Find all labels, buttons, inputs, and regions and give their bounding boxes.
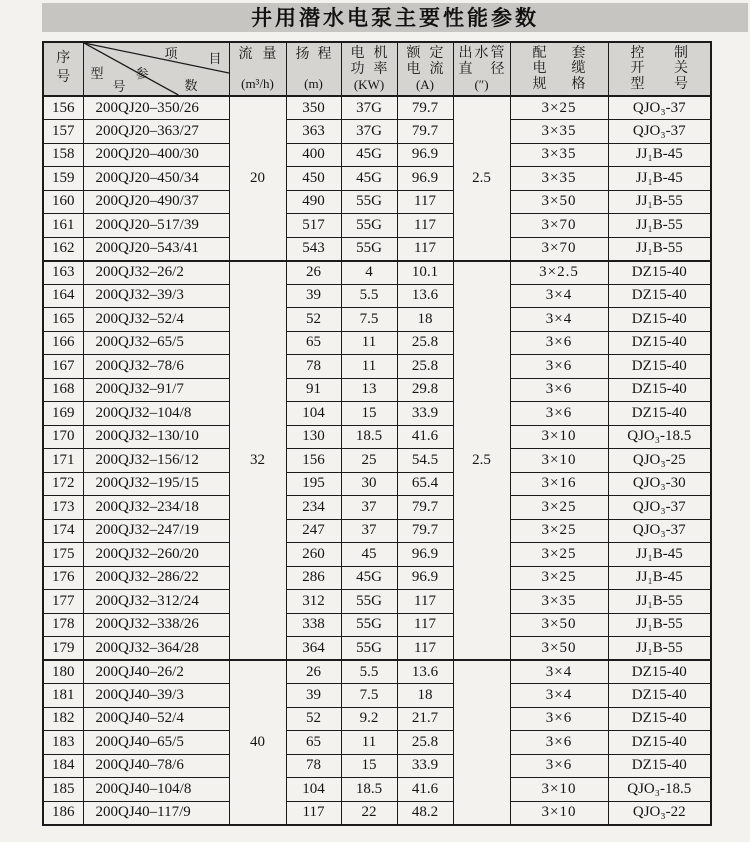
cell-model: 200QJ32–65/5 (83, 331, 229, 355)
cell-seq: 179 (43, 637, 83, 661)
header-diag-item-char2: 目 (208, 51, 222, 66)
cell-switch: DZ15-40 (608, 261, 711, 285)
header-head-unit: (m) (304, 75, 323, 91)
cell-model: 200QJ32–104/8 (83, 402, 229, 426)
cell-diameter-merged: 2.5 (453, 96, 510, 261)
cell-switch: QJO₃-18.5 (608, 425, 711, 449)
cell-cable: 3×25 (510, 96, 608, 120)
cell-model: 200QJ32–26/2 (83, 261, 229, 285)
cell-switch: QJO₃-37 (608, 519, 711, 543)
cell-head: 52 (286, 308, 341, 332)
cell-current: 41.6 (397, 425, 453, 449)
cell-model: 200QJ40–26/2 (83, 660, 229, 684)
cell-model: 200QJ32–286/22 (83, 566, 229, 590)
header-diag-item-char1: 项 (164, 46, 178, 61)
header-flow-unit: (m³/h) (241, 75, 274, 91)
cell-power: 55G (341, 637, 397, 661)
cell-head: 312 (286, 590, 341, 614)
cell-current: 13.6 (397, 660, 453, 684)
header-diag-model-char2: 号 (112, 79, 126, 94)
table-row (43, 237, 711, 261)
cell-head: 260 (286, 543, 341, 567)
cell-power: 13 (341, 378, 397, 402)
header-diameter (453, 42, 510, 96)
cell-cable: 3×16 (510, 472, 608, 496)
table-row (43, 496, 711, 520)
cell-cable: 3×35 (510, 143, 608, 167)
cell-switch: DZ15-40 (608, 754, 711, 778)
cell-model: 200QJ32–195/15 (83, 472, 229, 496)
cell-current: 79.7 (397, 120, 453, 144)
cell-switch: DZ15-40 (608, 308, 711, 332)
cell-current: 33.9 (397, 402, 453, 426)
header-switch-label1: 控制 (630, 46, 688, 61)
cell-model: 200QJ32–78/6 (83, 355, 229, 379)
cell-switch: DZ15-40 (608, 355, 711, 379)
cell-head: 65 (286, 731, 341, 755)
table-row (43, 754, 711, 778)
cell-seq: 160 (43, 190, 83, 214)
cell-switch: JJ₁B-55 (608, 613, 711, 637)
cell-model: 200QJ32–260/20 (83, 543, 229, 567)
cell-seq: 159 (43, 167, 83, 191)
cell-current: 18 (397, 684, 453, 708)
cell-power: 5.5 (341, 284, 397, 308)
header-diag-model-char1: 型 (90, 66, 104, 81)
table-row (43, 190, 711, 214)
cell-seq: 164 (43, 284, 83, 308)
cell-power: 18.5 (341, 778, 397, 802)
table-row (43, 284, 711, 308)
cell-current: 79.7 (397, 519, 453, 543)
cell-cable: 3×25 (510, 543, 608, 567)
cell-head: 543 (286, 237, 341, 261)
cell-head: 363 (286, 120, 341, 144)
cell-head: 39 (286, 284, 341, 308)
cell-seq: 157 (43, 120, 83, 144)
cell-current: 117 (397, 613, 453, 637)
table-row (43, 425, 711, 449)
cell-cable: 3×6 (510, 402, 608, 426)
cell-seq: 181 (43, 684, 83, 708)
header-power (341, 42, 397, 96)
pump-spec-table (42, 41, 712, 826)
header-seq (43, 42, 83, 96)
cell-current: 25.8 (397, 731, 453, 755)
header-flow (229, 42, 286, 96)
table-row (43, 331, 711, 355)
table-row (43, 707, 711, 731)
cell-current: 10.1 (397, 261, 453, 285)
header-flow-label: 流量 (238, 47, 277, 62)
table-row (43, 801, 711, 825)
cell-cable: 3×6 (510, 331, 608, 355)
table-row (43, 778, 711, 802)
cell-cable: 3×50 (510, 190, 608, 214)
cell-switch: JJ₁B-45 (608, 167, 711, 191)
cell-head: 104 (286, 778, 341, 802)
cell-model: 200QJ40–65/5 (83, 731, 229, 755)
cell-head: 52 (286, 707, 341, 731)
cell-switch: DZ15-40 (608, 684, 711, 708)
cell-power: 55G (341, 190, 397, 214)
table-row (43, 167, 711, 191)
cell-cable: 3×10 (510, 425, 608, 449)
cell-cable: 3×4 (510, 684, 608, 708)
cell-power: 55G (341, 590, 397, 614)
header-cable-label3: 规格 (532, 76, 586, 92)
table-row (43, 214, 711, 238)
cell-current: 96.9 (397, 143, 453, 167)
table-row (43, 261, 711, 285)
cell-seq: 173 (43, 496, 83, 520)
header-diag-param-char1: 参 (135, 66, 149, 81)
cell-seq: 180 (43, 660, 83, 684)
header-cable (510, 42, 608, 96)
cell-current: 79.7 (397, 96, 453, 120)
cell-model: 200QJ20–400/30 (83, 143, 229, 167)
cell-current: 48.2 (397, 801, 453, 825)
cell-model: 200QJ40–52/4 (83, 707, 229, 731)
table-row (43, 519, 711, 543)
cell-flow-merged: 20 (229, 96, 286, 261)
cell-model: 200QJ20–350/26 (83, 96, 229, 120)
cell-head: 39 (286, 684, 341, 708)
cell-power: 45 (341, 543, 397, 567)
cell-power: 37G (341, 96, 397, 120)
cell-cable: 3×10 (510, 801, 608, 825)
cell-seq: 158 (43, 143, 83, 167)
cell-seq: 171 (43, 449, 83, 473)
table-row (43, 355, 711, 379)
cell-cable: 3×4 (510, 660, 608, 684)
cell-model: 200QJ32–91/7 (83, 378, 229, 402)
cell-head: 156 (286, 449, 341, 473)
header-head-label: 扬程 (295, 47, 332, 62)
cell-switch: JJ₁B-45 (608, 543, 711, 567)
cell-cable: 3×35 (510, 167, 608, 191)
cell-model: 200QJ40–117/9 (83, 801, 229, 825)
cell-power: 18.5 (341, 425, 397, 449)
cell-head: 26 (286, 660, 341, 684)
cell-power: 37 (341, 519, 397, 543)
cell-flow-merged: 32 (229, 261, 286, 661)
header-diameter-label2: 直径 (458, 61, 505, 77)
table-row (43, 566, 711, 590)
cell-cable: 3×35 (510, 120, 608, 144)
table-row (43, 449, 711, 473)
cell-cable: 3×70 (510, 214, 608, 238)
cell-head: 517 (286, 214, 341, 238)
cell-switch: JJ₁B-55 (608, 637, 711, 661)
cell-power: 45G (341, 143, 397, 167)
cell-current: 18 (397, 308, 453, 332)
cell-current: 117 (397, 237, 453, 261)
cell-current: 96.9 (397, 167, 453, 191)
cell-switch: QJO₃-18.5 (608, 778, 711, 802)
cell-model: 200QJ20–490/37 (83, 190, 229, 214)
cell-seq: 186 (43, 801, 83, 825)
cell-head: 78 (286, 355, 341, 379)
cell-model: 200QJ32–234/18 (83, 496, 229, 520)
cell-head: 286 (286, 566, 341, 590)
cell-power: 9.2 (341, 707, 397, 731)
cell-seq: 156 (43, 96, 83, 120)
diagonal-divider-lines (84, 43, 229, 95)
cell-switch: JJ₁B-55 (608, 590, 711, 614)
cell-switch: JJ₁B-55 (608, 214, 711, 238)
cell-head: 490 (286, 190, 341, 214)
cell-seq: 168 (43, 378, 83, 402)
cell-seq: 167 (43, 355, 83, 379)
table-row (43, 402, 711, 426)
cell-head: 195 (286, 472, 341, 496)
cell-seq: 176 (43, 566, 83, 590)
cell-power: 25 (341, 449, 397, 473)
cell-head: 117 (286, 801, 341, 825)
cell-diameter-merged (453, 660, 510, 825)
cell-power: 45G (341, 167, 397, 191)
header-current-unit: (A) (415, 76, 435, 92)
cell-seq: 184 (43, 754, 83, 778)
cell-current: 96.9 (397, 543, 453, 567)
cell-model: 200QJ20–543/41 (83, 237, 229, 261)
cell-model: 200QJ32–156/12 (83, 449, 229, 473)
cell-switch: QJO₃-37 (608, 120, 711, 144)
cell-head: 65 (286, 331, 341, 355)
cell-current: 79.7 (397, 496, 453, 520)
cell-seq: 183 (43, 731, 83, 755)
cell-flow-merged: 40 (229, 660, 286, 825)
table-row (43, 590, 711, 614)
cell-power: 15 (341, 402, 397, 426)
cell-cable: 3×25 (510, 566, 608, 590)
cell-switch: DZ15-40 (608, 660, 711, 684)
header-power-unit: (KW) (353, 76, 385, 92)
cell-model: 200QJ20–450/34 (83, 167, 229, 191)
page-title: 井用潜水电泵主要性能参数 (42, 3, 748, 32)
cell-power: 37G (341, 120, 397, 144)
cell-switch: DZ15-40 (608, 402, 711, 426)
cell-switch: JJ₁B-55 (608, 190, 711, 214)
header-power-label2: 功率 (350, 61, 388, 77)
cell-seq: 185 (43, 778, 83, 802)
cell-cable: 3×50 (510, 613, 608, 637)
cell-power: 7.5 (341, 684, 397, 708)
cell-seq: 172 (43, 472, 83, 496)
header-power-label1: 电机 (350, 46, 388, 61)
cell-seq: 165 (43, 308, 83, 332)
cell-switch: QJO₃-22 (608, 801, 711, 825)
cell-switch: DZ15-40 (608, 707, 711, 731)
cell-diameter-merged: 2.5 (453, 261, 510, 661)
cell-head: 400 (286, 143, 341, 167)
cell-current: 117 (397, 214, 453, 238)
cell-cable: 3×4 (510, 284, 608, 308)
cell-seq: 178 (43, 613, 83, 637)
cell-head: 130 (286, 425, 341, 449)
cell-current: 117 (397, 590, 453, 614)
cell-model: 200QJ32–130/10 (83, 425, 229, 449)
cell-head: 450 (286, 167, 341, 191)
header-seq-line2: 号 (56, 70, 71, 86)
cell-model: 200QJ32–338/26 (83, 613, 229, 637)
cell-cable: 3×6 (510, 707, 608, 731)
header-diag-param-char2: 数 (184, 78, 198, 93)
cell-head: 234 (286, 496, 341, 520)
cell-current: 54.5 (397, 449, 453, 473)
cell-head: 338 (286, 613, 341, 637)
cell-cable: 3×50 (510, 637, 608, 661)
cell-power: 11 (341, 355, 397, 379)
cell-head: 350 (286, 96, 341, 120)
header-seq-line1: 序 (56, 51, 71, 67)
table-row (43, 120, 711, 144)
header-model-diagonal (83, 42, 229, 96)
cell-model: 200QJ32–52/4 (83, 308, 229, 332)
header-switch (608, 42, 711, 96)
cell-switch: QJO₃-37 (608, 496, 711, 520)
cell-current: 21.7 (397, 707, 453, 731)
cell-head: 78 (286, 754, 341, 778)
cell-current: 117 (397, 637, 453, 661)
cell-seq: 174 (43, 519, 83, 543)
table-header (43, 42, 711, 96)
cell-cable: 3×4 (510, 308, 608, 332)
cell-cable: 3×6 (510, 378, 608, 402)
table-row (43, 96, 711, 120)
cell-cable: 3×2.5 (510, 261, 608, 285)
cell-cable: 3×10 (510, 449, 608, 473)
table-row (43, 660, 711, 684)
cell-head: 104 (286, 402, 341, 426)
cell-power: 55G (341, 237, 397, 261)
table-row (43, 613, 711, 637)
cell-power: 45G (341, 566, 397, 590)
cell-power: 55G (341, 214, 397, 238)
header-current-label2: 电流 (406, 61, 444, 77)
cell-switch: DZ15-40 (608, 731, 711, 755)
cell-seq: 163 (43, 261, 83, 285)
table-row (43, 684, 711, 708)
cell-model: 200QJ40–78/6 (83, 754, 229, 778)
cell-current: 25.8 (397, 355, 453, 379)
cell-power: 4 (341, 261, 397, 285)
cell-cable: 3×6 (510, 754, 608, 778)
cell-model: 200QJ40–104/8 (83, 778, 229, 802)
cell-head: 26 (286, 261, 341, 285)
cell-seq: 170 (43, 425, 83, 449)
cell-switch: JJ₁B-55 (608, 237, 711, 261)
cell-switch: QJO₃-30 (608, 472, 711, 496)
cell-head: 364 (286, 637, 341, 661)
table-row (43, 472, 711, 496)
cell-current: 117 (397, 190, 453, 214)
cell-seq: 162 (43, 237, 83, 261)
header-row (43, 42, 711, 96)
header-current (397, 42, 453, 96)
header-cable-label1: 配套 (532, 46, 586, 61)
cell-power: 11 (341, 731, 397, 755)
cell-current: 33.9 (397, 754, 453, 778)
cell-switch: DZ15-40 (608, 378, 711, 402)
cell-cable: 3×35 (510, 590, 608, 614)
table-body (43, 96, 711, 825)
cell-power: 5.5 (341, 660, 397, 684)
cell-switch: JJ₁B-45 (608, 143, 711, 167)
table-row (43, 143, 711, 167)
table-row (43, 378, 711, 402)
cell-model: 200QJ32–364/28 (83, 637, 229, 661)
cell-seq: 175 (43, 543, 83, 567)
cell-current: 65.4 (397, 472, 453, 496)
cell-seq: 177 (43, 590, 83, 614)
cell-cable: 3×70 (510, 237, 608, 261)
cell-current: 29.8 (397, 378, 453, 402)
cell-power: 15 (341, 754, 397, 778)
cell-seq: 161 (43, 214, 83, 238)
header-current-label1: 额定 (406, 46, 444, 61)
header-diameter-unit: (″) (474, 76, 489, 92)
cell-switch: QJO₃-37 (608, 96, 711, 120)
cell-power: 37 (341, 496, 397, 520)
cell-model: 200QJ20–363/27 (83, 120, 229, 144)
cell-model: 200QJ20–517/39 (83, 214, 229, 238)
cell-power: 7.5 (341, 308, 397, 332)
cell-cable: 3×6 (510, 731, 608, 755)
cell-current: 25.8 (397, 331, 453, 355)
cell-power: 11 (341, 331, 397, 355)
header-cable-label2: 电缆 (532, 61, 586, 77)
header-switch-label2: 开关 (630, 61, 688, 77)
header-diameter-label1: 出水管 (458, 46, 505, 61)
cell-power: 55G (341, 613, 397, 637)
cell-cable: 3×25 (510, 496, 608, 520)
cell-current: 41.6 (397, 778, 453, 802)
cell-cable: 3×10 (510, 778, 608, 802)
cell-model: 200QJ32–39/3 (83, 284, 229, 308)
cell-switch: DZ15-40 (608, 331, 711, 355)
header-switch-label3: 型号 (630, 76, 688, 92)
cell-switch: JJ₁B-45 (608, 566, 711, 590)
cell-power: 30 (341, 472, 397, 496)
table-row (43, 731, 711, 755)
cell-seq: 166 (43, 331, 83, 355)
cell-cable: 3×6 (510, 355, 608, 379)
cell-head: 91 (286, 378, 341, 402)
cell-switch: QJO₃-25 (608, 449, 711, 473)
cell-current: 96.9 (397, 566, 453, 590)
cell-seq: 182 (43, 707, 83, 731)
cell-current: 13.6 (397, 284, 453, 308)
cell-power: 22 (341, 801, 397, 825)
cell-model: 200QJ32–312/24 (83, 590, 229, 614)
cell-switch: DZ15-40 (608, 284, 711, 308)
cell-seq: 169 (43, 402, 83, 426)
table-row (43, 543, 711, 567)
header-head (286, 42, 341, 96)
cell-cable: 3×25 (510, 519, 608, 543)
cell-head: 247 (286, 519, 341, 543)
cell-model: 200QJ40–39/3 (83, 684, 229, 708)
table-row (43, 637, 711, 661)
table-row (43, 308, 711, 332)
cell-model: 200QJ32–247/19 (83, 519, 229, 543)
